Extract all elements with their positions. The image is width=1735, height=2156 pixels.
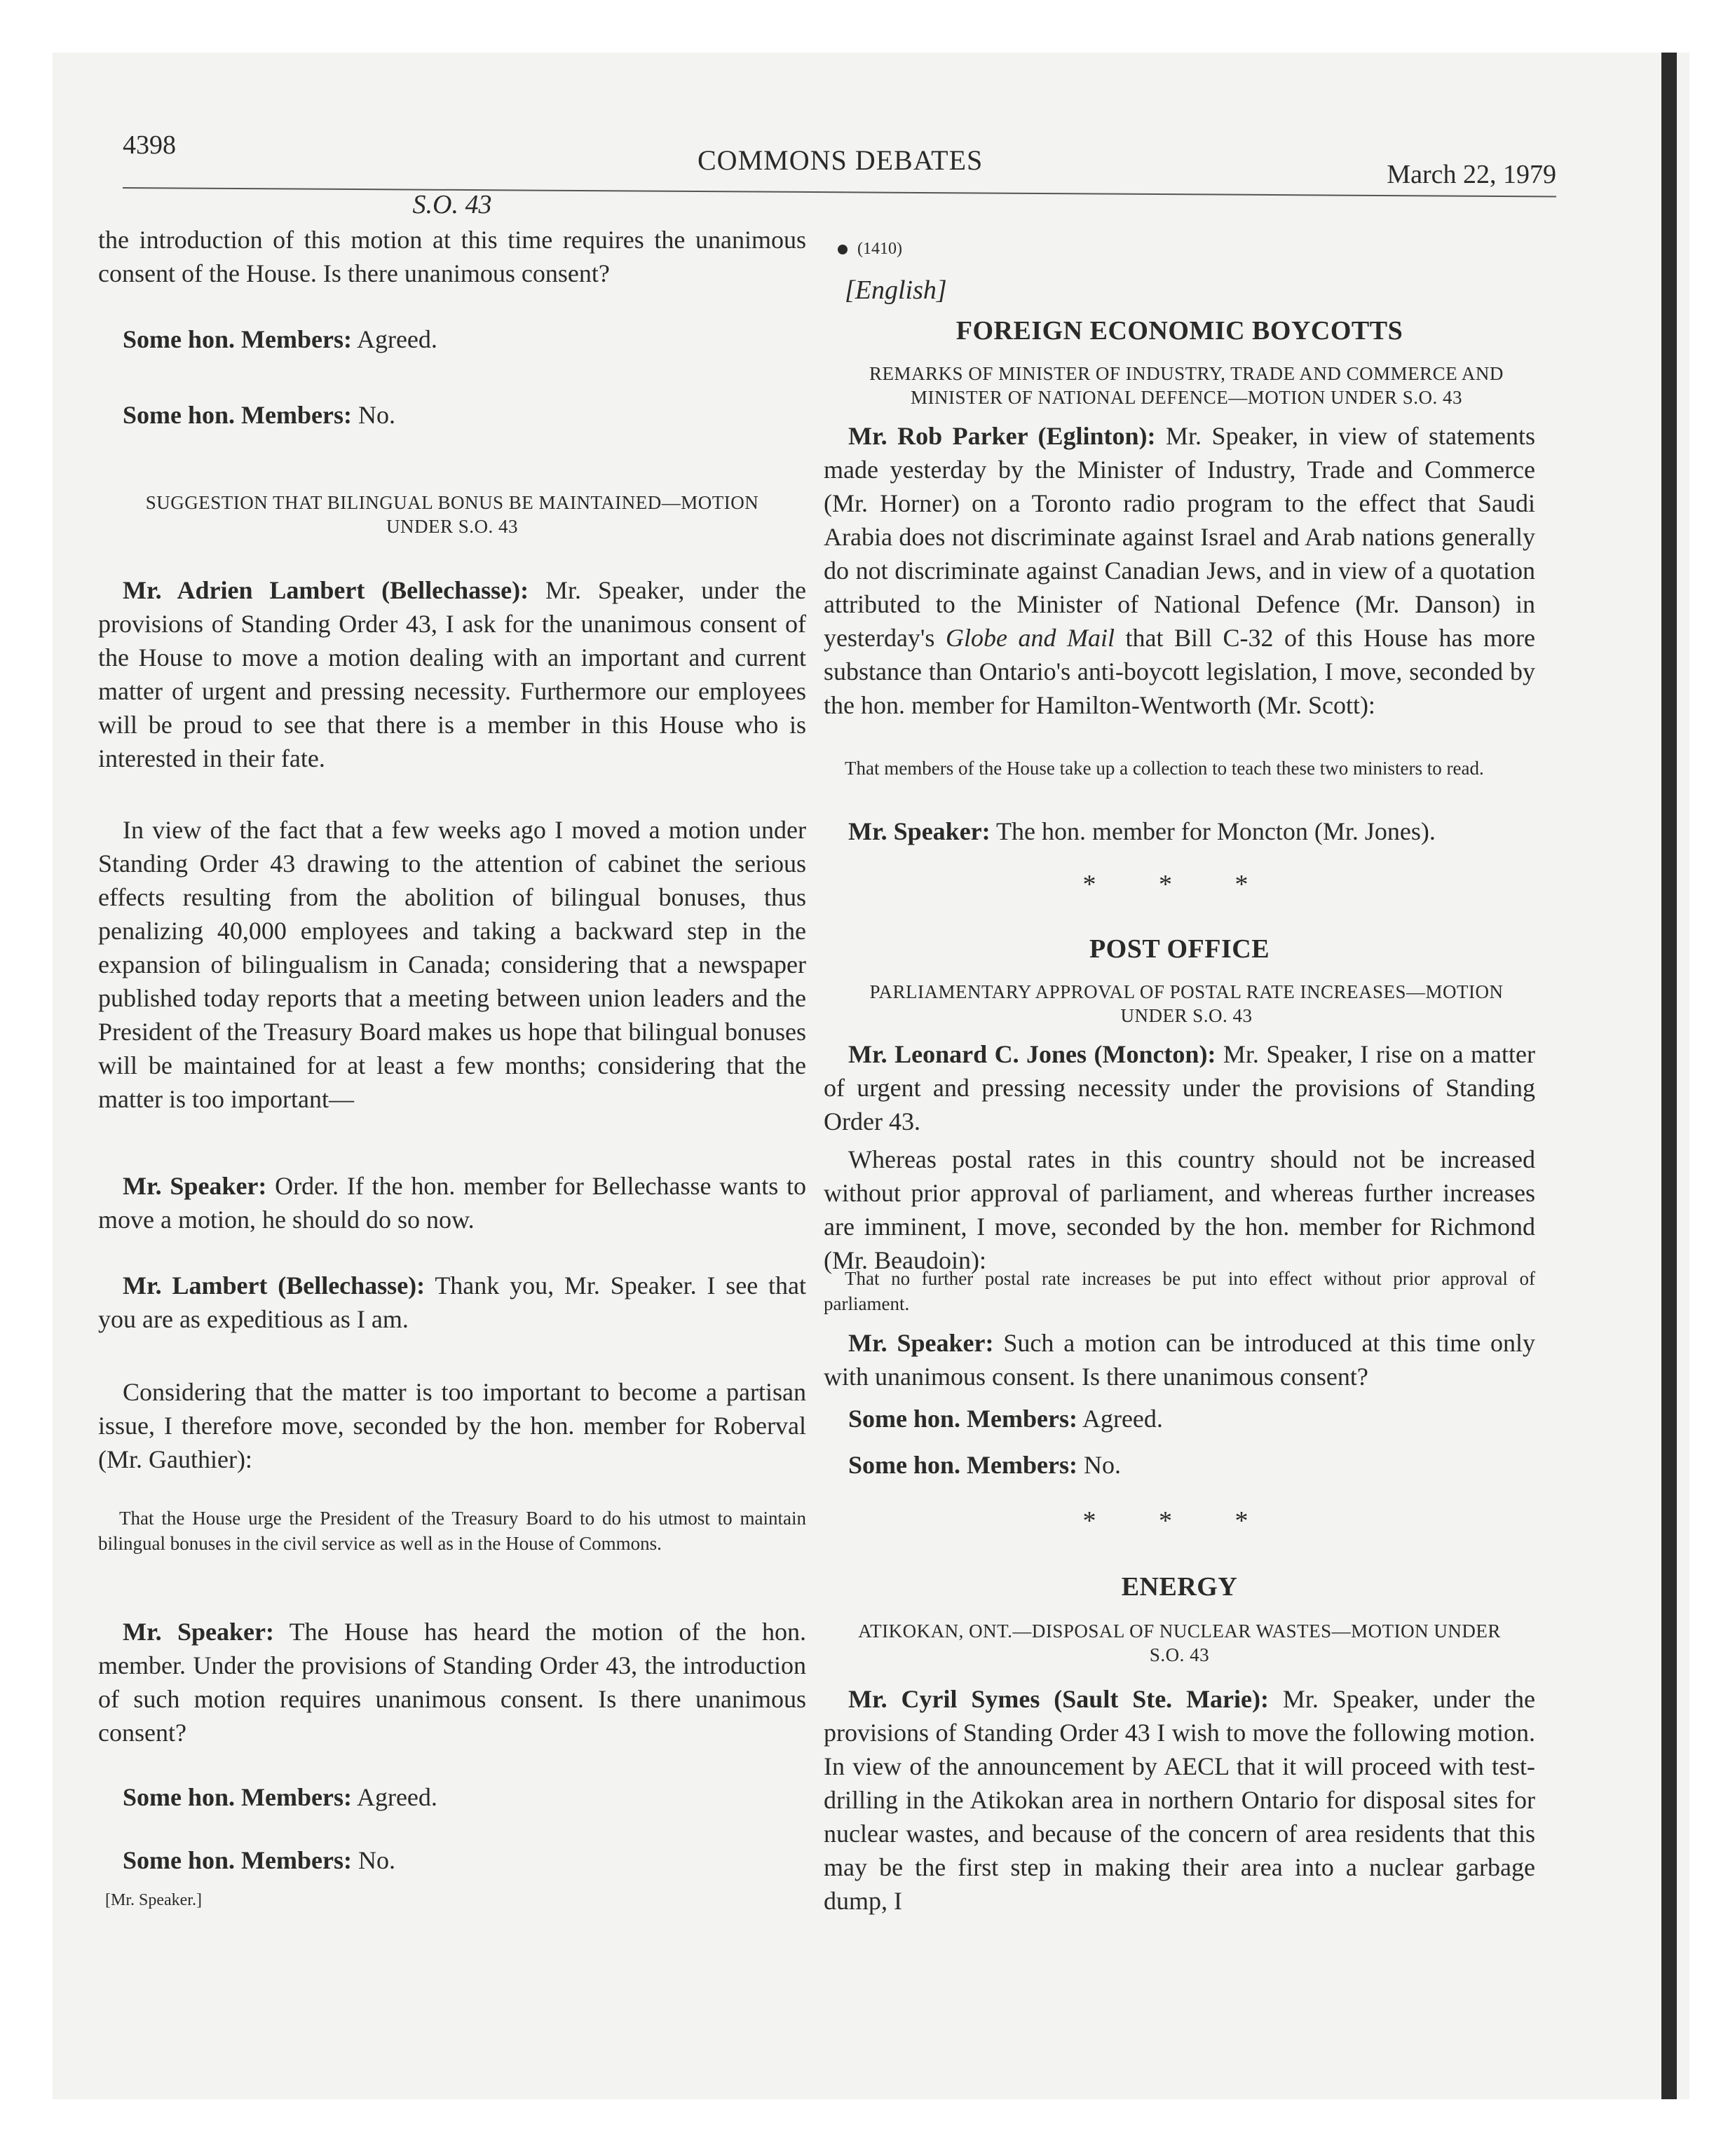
section-caption: SUGGESTION THAT BILINGUAL BONUS BE MAINTAINED—MOTION UNDER S.O. 43 xyxy=(145,492,759,537)
section-heading: POST OFFICE xyxy=(1089,934,1270,964)
speech xyxy=(98,1615,806,1749)
speech-text: Mr. Speaker, in view of statements made yesterday by the Minister of Industry, Trade and Commerce (Mr. Horner) on a Toronto radio program to the effect that Saudi Arabia does not discriminate against Israel and Arab nations generally do not discriminate against Canadian Jews, and in view of a quotation attributed to the Minister of National Defence (Mr. Danson) in yesterday's xyxy=(824,422,1536,652)
response xyxy=(824,1448,1535,1482)
language-marker: [English] xyxy=(845,275,947,305)
response xyxy=(98,1780,806,1814)
paragraph: Considering that the matter is too important to become a partisan issue, I therefore move, seconded by the hon. member for Roberval (Mr. Gauthier): xyxy=(98,1378,806,1473)
speech-text: The hon. member for Moncton (Mr. Jones). xyxy=(996,817,1436,845)
response-text: No. xyxy=(358,1846,395,1874)
book-spine-shadow xyxy=(1661,53,1677,2099)
response-text: No. xyxy=(1083,1451,1121,1479)
speech xyxy=(824,419,1535,722)
section-caption: ATIKOKAN, ONT.—DISPOSAL OF NUCLEAR WASTES—MOTION UNDER S.O. 43 xyxy=(858,1621,1501,1665)
section-caption: PARLIAMENTARY APPROVAL OF POSTAL RATE INCREASES—MOTION UNDER S.O. 43 xyxy=(869,981,1504,1026)
speaker-name: Some hon. Members: xyxy=(123,1846,352,1874)
page-header xyxy=(123,130,1556,193)
speaker-name: Some hon. Members: xyxy=(123,325,352,353)
section-separator: * * * xyxy=(1082,870,1277,899)
speech xyxy=(824,1326,1535,1393)
speech-text: Mr. Speaker, under the provisions of Standing Order 43 I wish to move the following motion. In view of the announcement by AECL that it will proceed with test-drilling in the Atikokan area in northern Ontario for disposal sites for nuclear wastes, and because of the concern of area residents that this may be the first step in making their area into a nuclear garbage dump, I xyxy=(824,1685,1535,1915)
speaker-name: Mr. Leonard C. Jones (Moncton): xyxy=(848,1040,1216,1068)
response-text: Agreed. xyxy=(356,1783,437,1811)
paragraph: the introduction of this motion at this time requires the unanimous consent of the House. Is there unanimous consent? xyxy=(98,226,806,287)
speaker-name: Mr. Cyril Symes (Sault Ste. Marie): xyxy=(848,1685,1269,1713)
section-heading: ENERGY xyxy=(1121,1572,1238,1602)
so-label: S.O. 43 xyxy=(412,190,492,219)
speech-text: Thank you, Mr. Speaker. I see that you are as expeditious as I am. xyxy=(98,1271,806,1333)
speaker-name: Mr. Rob Parker (Eglinton): xyxy=(848,422,1156,450)
speech xyxy=(824,1682,1535,1918)
speaker-name: Mr. Lambert (Bellechasse): xyxy=(123,1271,426,1299)
response xyxy=(824,1402,1535,1435)
section-separator: * * * xyxy=(1082,1506,1277,1536)
speech-text: Mr. Speaker, I rise on a matter of urgent and pressing necessity under the provisions of Standing Order 43. xyxy=(824,1040,1536,1135)
section-heading: FOREIGN ECONOMIC BOYCOTTS xyxy=(955,316,1403,346)
motion-quote: That the House urge the President of the Treasury Board to do his utmost to maintain bilingual bonuses in the civil service as well as in the House of Commons. xyxy=(98,1508,806,1554)
speech xyxy=(824,1037,1535,1138)
response-text: Agreed. xyxy=(1082,1405,1163,1433)
speech xyxy=(98,1269,806,1336)
speech xyxy=(98,1169,806,1236)
bullet-icon xyxy=(838,245,848,254)
speech-text: that Bill C-32 of this House has more substance than Ontario's anti-boycott legislation, I move, seconded by the hon. member for Hamilton-Wentworth (Mr. Scott): xyxy=(824,624,1535,719)
speech xyxy=(824,814,1535,848)
newspaper-title: Globe and Mail xyxy=(945,624,1115,652)
response xyxy=(98,322,806,356)
speaker-name: Mr. Speaker: xyxy=(123,1618,274,1646)
response xyxy=(98,1843,806,1877)
motion-quote: That no further postal rate increases be put into effect without prior approval of parliament. xyxy=(824,1268,1535,1314)
page-number: 4398 xyxy=(123,130,176,160)
footnote: [Mr. Speaker.] xyxy=(105,1891,202,1909)
motion-quote: That members of the House take up a collection to teach these two ministers to read. xyxy=(845,758,1484,779)
speech xyxy=(98,573,806,775)
page-date: March 22, 1979 xyxy=(1387,160,1556,189)
speaker-name: Mr. Adrien Lambert (Bellechasse): xyxy=(123,576,529,604)
speech-text: Mr. Speaker, under the provisions of Standing Order 43, I ask for the unanimous consent of the House to move a motion dealing with an important and current matter of urgent and pressing necessity. Furthermore our employees will be proud to see that there is a member in this House who is interested in their fate. xyxy=(98,576,806,772)
speech-text: The House has heard the motion of the hon. member. Under the provisions of Standing Order 43, the introduction of such motion requires unanimous consent. Is there unanimous consent? xyxy=(98,1618,807,1747)
response-text: Agreed. xyxy=(356,325,437,353)
speaker-name: Some hon. Members: xyxy=(123,401,352,429)
speaker-name: Mr. Speaker: xyxy=(848,1329,994,1357)
speaker-name: Some hon. Members: xyxy=(123,1783,352,1811)
speaker-name: Mr. Speaker: xyxy=(848,817,991,845)
speaker-name: Some hon. Members: xyxy=(848,1451,1077,1479)
speaker-name: Mr. Speaker: xyxy=(123,1172,267,1200)
paragraph: In view of the fact that a few weeks ago I moved a motion under Standing Order 43 drawing to the attention of cabinet the serious effects resulting from the abolition of bilingual bonuses, thus penalizing 40,000 employees and taking a backward step in the expansion of bilingualism in Canada; considering that a newspaper published today reports that a meeting between union leaders and the President of the Treasury Board makes us hope that bilingual bonuses will be maintained for at least a few months; considering that the matter is too important— xyxy=(98,816,806,1113)
time-marker xyxy=(838,240,1535,259)
response xyxy=(98,398,806,432)
speaker-name: Some hon. Members: xyxy=(848,1405,1077,1433)
section-caption: REMARKS OF MINISTER OF INDUSTRY, TRADE AND COMMERCE AND MINISTER OF NATIONAL DEFENCE—MOTION UNDER S.O. 43 xyxy=(869,363,1504,408)
running-title: COMMONS DEBATES xyxy=(698,144,984,176)
time-marker-text: (1410) xyxy=(857,240,902,258)
speech-text: Order. If the hon. member for Bellechasse wants to move a motion, he should do so now. xyxy=(98,1172,807,1234)
response-text: No. xyxy=(358,401,395,429)
speech-text: Such a motion can be introduced at this time only with unanimous consent. Is there unanimous consent? xyxy=(824,1329,1536,1391)
paragraph: Whereas postal rates in this country should not be increased without prior approval of parliament, and whereas further increases are imminent, I move, seconded by the hon. member for Richmond (Mr. Beaudoin): xyxy=(824,1145,1535,1274)
